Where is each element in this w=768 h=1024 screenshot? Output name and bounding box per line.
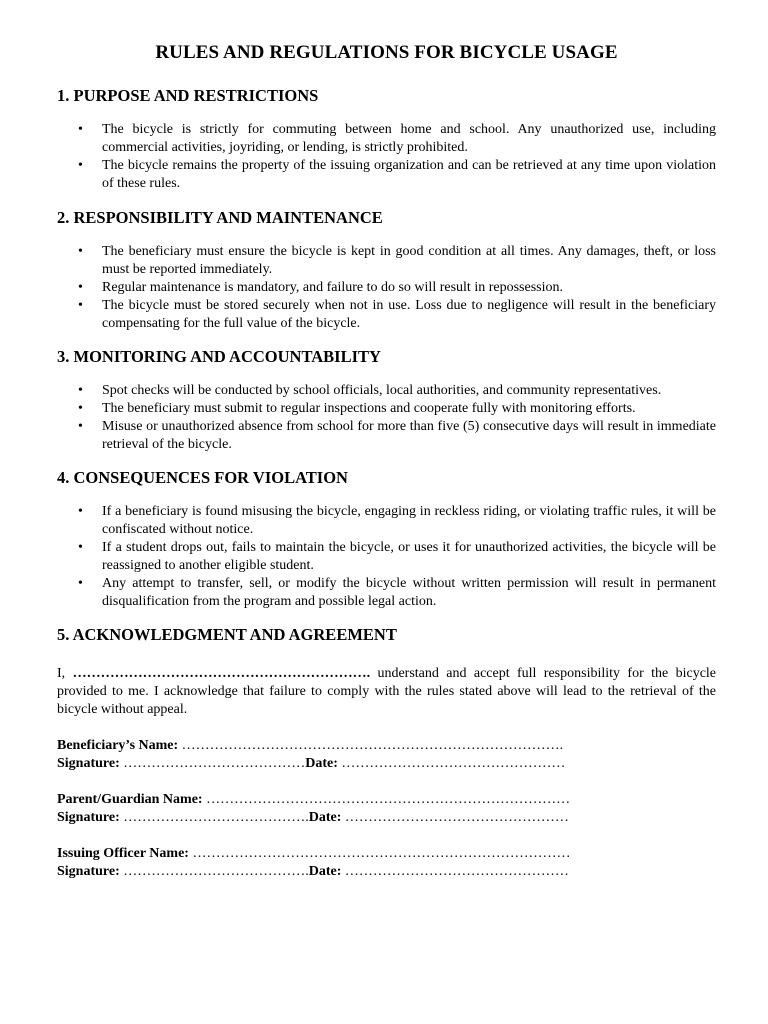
officer-signature-block [57,845,716,881]
list-item: • Misuse or unauthorized absence from school for more than five (5) consecutive days will result in immediate retrieval of the bicycle. [102,418,716,454]
guardian-name-label: Parent/Guardian Name: [57,792,203,807]
ack-name-blank: ………………………………………………………. [72,666,371,681]
document-title: RULES AND REGULATIONS FOR BICYCLE USAGE [155,42,618,63]
list-item: • If a student drops out, fails to maintain the bicycle, or uses it for unauthorized activities, the bicycle will be reassigned to another eligible student. [102,539,716,575]
officer-date-blank: ………………………………………… [344,864,569,879]
section-heading-consequences: 4. CONSEQUENCES FOR VIOLATION [57,468,348,487]
list-item: • If a beneficiary is found misusing the bicycle, engaging in reckless riding, or violating traffic rules, it will be confiscated without notice. [102,503,716,539]
guardian-signature-block [57,791,716,827]
beneficiary-signature-label: Signature: [57,756,120,771]
section-heading-purpose: 1. PURPOSE AND RESTRICTIONS [57,86,319,105]
section-heading-responsibility: 2. RESPONSIBILITY AND MAINTENANCE [57,208,383,227]
beneficiary-name-blank: ………………………………………………………………………. [181,738,564,753]
beneficiary-signature-block [57,737,716,773]
guardian-date-label: Date: [308,810,342,825]
beneficiary-signature-line [57,755,716,773]
list-item: • The beneficiary must submit to regular inspections and cooperate fully with monitoring efforts. [102,400,716,418]
officer-name-blank: ……………………………………………………………………… [192,846,571,861]
officer-date-label: Date: [308,864,342,879]
beneficiary-date-label: Date: [305,756,338,771]
list-item: • Regular maintenance is mandatory, and failure to do so will result in repossession. [102,279,716,297]
guardian-signature-blank: …………………………………. [123,810,309,825]
beneficiary-name-line [57,737,716,755]
list-item: • The beneficiary must ensure the bicycle is kept in good condition at all times. Any damages, theft, or loss must be reported immediately. [102,243,716,279]
officer-signature-blank: …………………………………. [123,864,309,879]
list-item: • Any attempt to transfer, sell, or modify the bicycle without written permission will result in permanent disqualification from the program and possible legal action. [102,575,716,611]
list-item: • The bicycle must be stored securely when not in use. Loss due to negligence will result in the beneficiary compensating for the full value of the bicycle. [102,297,716,333]
section-heading-acknowledgment: 5. ACKNOWLEDGMENT AND AGREEMENT [57,625,397,644]
acknowledgment-statement [57,665,716,719]
officer-name-label: Issuing Officer Name: [57,846,189,861]
guardian-name-blank: …………………………………………………………………… [206,792,571,807]
officer-name-line [57,845,716,863]
guardian-name-line [57,791,716,809]
ack-text: understand and accept full responsibility for the bicycle provided to me. I acknowledge that failure to comply with the rules stated above will lead to the retrieval of the bicycle without appeal. [57,666,717,717]
guardian-signature-label: Signature: [57,810,120,825]
officer-signature-label: Signature: [57,864,120,879]
list-item: • Spot checks will be conducted by school officials, local authorities, and community representatives. [102,382,716,400]
beneficiary-name-label: Beneficiary’s Name: [57,738,179,753]
officer-signature-line [57,863,716,881]
consequences-list [57,503,716,611]
responsibility-list [57,243,716,333]
monitoring-list [57,382,716,454]
section-heading-monitoring: 3. MONITORING AND ACCOUNTABILITY [57,347,381,366]
guardian-date-blank: ………………………………………… [344,810,569,825]
list-item: • The bicycle is strictly for commuting between home and school. Any unauthorized use, including commercial activities, joyriding, or lending, is strictly prohibited. [102,121,716,157]
ack-prefix: I, [57,666,66,681]
beneficiary-date-blank: ………………………………………… [341,756,566,771]
guardian-signature-line [57,809,716,827]
purpose-list [57,121,716,193]
list-item: • The bicycle remains the property of the issuing organization and can be retrieved at any time upon violation of these rules. [102,157,716,193]
beneficiary-signature-blank: ………………………………… [123,756,306,771]
